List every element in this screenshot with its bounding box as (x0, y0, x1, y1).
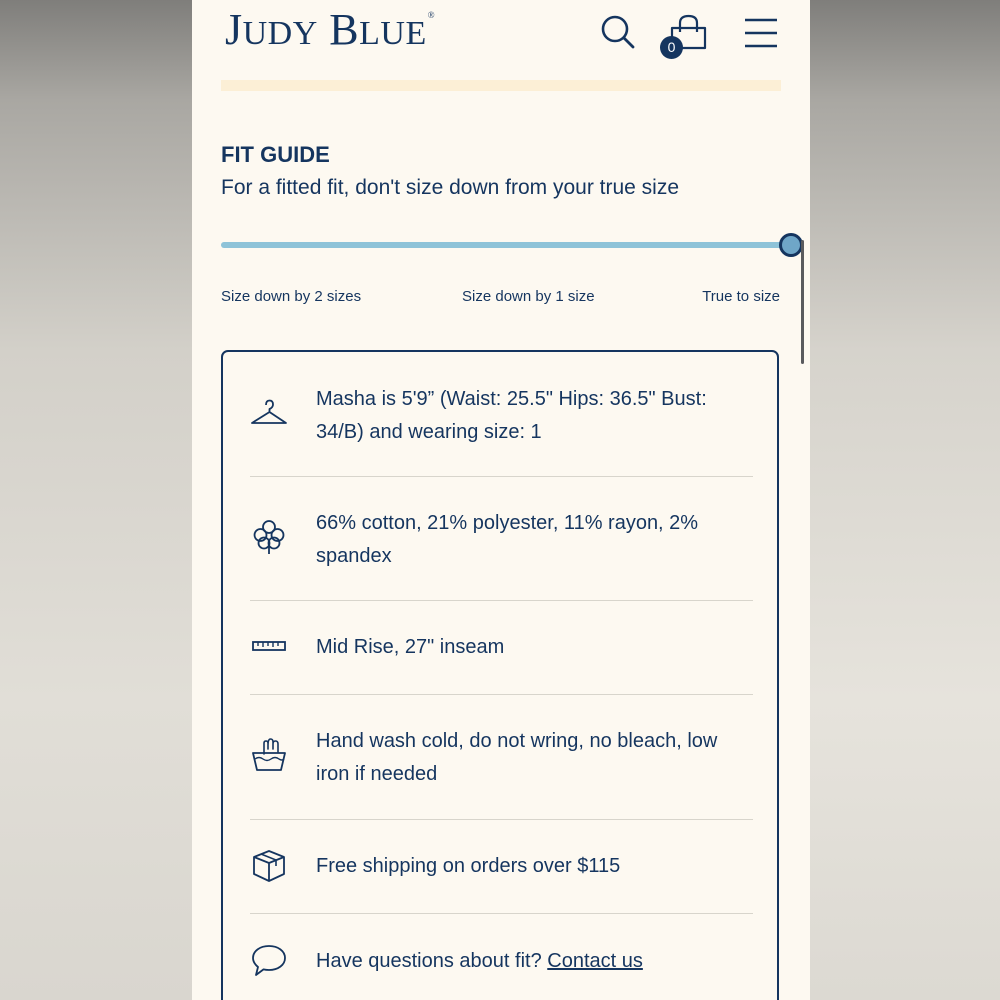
detail-row-shipping (250, 819, 753, 914)
detail-text-care: Hand wash cold, do not wring, no bleach, low iron if needed (316, 730, 718, 785)
detail-row-fabric (250, 476, 753, 601)
detail-text-rise: Mid Rise, 27" inseam (316, 636, 505, 658)
left-backdrop (0, 0, 192, 1000)
right-backdrop (810, 0, 1000, 1000)
cart-count-badge: 0 (660, 36, 683, 59)
fit-label-true-to-size: True to size (702, 288, 780, 305)
fit-guide-title: FIT GUIDE (221, 142, 330, 167)
menu-button[interactable] (744, 16, 778, 50)
search-button[interactable] (600, 14, 636, 50)
scrollbar-thumb[interactable] (801, 240, 804, 364)
fit-slider-fill (221, 242, 791, 248)
site-header (192, 0, 810, 80)
chat-bubble-icon (250, 941, 288, 979)
detail-text-model: Masha is 5'9” (Waist: 25.5" Hips: 36.5" Bust: 34/B) and wearing size: 1 (316, 388, 707, 443)
announcement-bar (221, 80, 781, 91)
logo-letter: B (329, 5, 360, 54)
detail-text-questions (316, 945, 756, 978)
logo-letter: J (225, 5, 243, 54)
detail-row-questions (250, 913, 753, 1000)
fit-label-size-down-2: Size down by 2 sizes (221, 288, 362, 305)
hand-wash-icon (250, 736, 288, 774)
questions-text: Have questions about fit? (316, 950, 542, 972)
contact-us-link[interactable]: Contact us (547, 950, 643, 972)
fit-slider[interactable] (221, 242, 791, 248)
logo-letters: LUE (359, 15, 427, 52)
detail-row-rise (250, 600, 753, 695)
search-icon (600, 14, 636, 50)
registered-mark: ® (427, 10, 436, 20)
fit-label-size-down-1: Size down by 1 size (462, 288, 595, 305)
ruler-icon (250, 628, 288, 666)
detail-row-care (250, 694, 753, 820)
detail-row-model (250, 378, 753, 477)
hamburger-menu-icon (744, 16, 778, 50)
brand-logo[interactable] (225, 4, 435, 55)
detail-text-fabric: 66% cotton, 21% polyester, 11% rayon, 2% spandex (316, 512, 699, 567)
product-details-box (221, 350, 779, 1000)
package-icon (250, 847, 288, 885)
cotton-flower-icon (250, 518, 288, 556)
logo-letters: UDY (242, 15, 318, 52)
fit-slider-thumb[interactable] (779, 233, 803, 257)
detail-text-shipping: Free shipping on orders over $115 (316, 855, 621, 877)
fit-guide-subtitle: For a fitted fit, don't size down from your true size (221, 176, 680, 199)
mobile-page (192, 0, 810, 1000)
hanger-icon (250, 396, 288, 434)
